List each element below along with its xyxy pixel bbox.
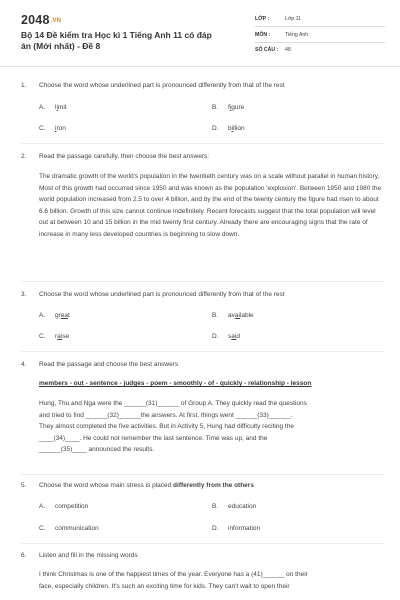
option-letter: D. bbox=[212, 125, 219, 132]
option-letter: C. bbox=[39, 333, 46, 340]
site-logo[interactable] bbox=[21, 13, 61, 27]
cloze-line: ______(35)____ announced the results. bbox=[39, 446, 155, 454]
option-letter: C. bbox=[39, 125, 46, 132]
question-number: 5. bbox=[21, 482, 27, 489]
document-title: Bộ 14 Đề kiểm tra Học kì 1 Tiếng Anh 11 có đáp án (Mới nhất) - Đề 8 bbox=[21, 30, 212, 51]
question-prompt: Choose the word whose underlined part is pronounced differently from that of the rest bbox=[39, 82, 285, 89]
cloze-line: face, especially children. It's such an exciting time for kids. They can't wait to open their bbox=[39, 582, 290, 590]
cloze-line: and tried to find ______(32)______the answers. At first, things went ______(33)______. bbox=[39, 411, 293, 419]
passage-text: The dramatic growth of the world's population in the twentieth century was on a scale without parallel in human history. Most of this growth had occurred since 1950 and was known as the population 'explosion'. Between 1950 and 1980 the world population increased from 2.5 to over 4 billion, and by the end of the twenty century the figure had risen to about 6.6 billion. Growth of this size cannot continue indefinitely. Recent forecasts suggest that the total population will level out at between 10 and 15 billion in the mid twenty first century. Already there are encouraging signs that the rate of increase in many less developed countries is beginning to slow down. bbox=[39, 173, 382, 238]
question-prompt: Read the passage and choose the best answers bbox=[39, 361, 179, 368]
meta-grade bbox=[255, 14, 385, 27]
option-letter: D. bbox=[212, 333, 219, 340]
question-separator bbox=[21, 281, 385, 282]
meta-divider bbox=[255, 42, 385, 43]
option-letter: B. bbox=[212, 503, 219, 510]
reading-passage bbox=[39, 171, 384, 241]
option-letter: B. bbox=[212, 104, 219, 111]
option-letter: C. bbox=[39, 525, 46, 532]
option-letter: A. bbox=[39, 104, 46, 111]
question-prompt: Read the passage carefully, then choose the best answers: bbox=[39, 153, 210, 160]
question-number: 6. bbox=[21, 552, 27, 559]
logo-main: 2048 bbox=[21, 13, 50, 27]
question-separator bbox=[21, 474, 385, 475]
cloze-line: ____(34)____. He could not remember the last sentence. Time was up, and the bbox=[39, 434, 268, 442]
question-separator bbox=[21, 543, 385, 544]
logo-suffix: .VN bbox=[50, 17, 62, 24]
question-prompt: Choose the word whose main stress is placed differently from the others bbox=[39, 482, 254, 489]
question-separator bbox=[21, 351, 385, 352]
option-d[interactable]: D. information bbox=[212, 525, 261, 532]
option-letter: A. bbox=[39, 503, 46, 510]
cloze-passage bbox=[39, 398, 384, 456]
question-number: 2. bbox=[21, 153, 27, 160]
meta-count-label: SỐ CÂU : bbox=[255, 47, 279, 53]
document-header bbox=[0, 0, 400, 66]
question-number: 1. bbox=[21, 82, 27, 89]
option-letter: D. bbox=[212, 525, 219, 532]
header-divider bbox=[0, 66, 400, 67]
option-a[interactable]: A. limit bbox=[39, 104, 67, 111]
option-b[interactable]: B. figure bbox=[212, 104, 245, 111]
meta-grade-value: Lớp 11 bbox=[285, 16, 301, 22]
option-letter: B. bbox=[212, 312, 219, 319]
option-a[interactable]: A. competition bbox=[39, 503, 89, 510]
word-bank: members - out - sentence - judges - poem - smoothly - of - quickly - relationship - lesson bbox=[39, 380, 312, 387]
cloze-line: Hung, Thu and Nga were the ______(31)______ of Group A. They quickly read the questions bbox=[39, 400, 307, 407]
option-c[interactable]: C. raise bbox=[39, 333, 70, 340]
question-number: 4. bbox=[21, 361, 27, 368]
option-letter: A. bbox=[39, 312, 46, 319]
meta-subject-value: Tiếng Anh bbox=[285, 32, 309, 38]
question-number: 3. bbox=[21, 291, 27, 298]
meta-divider bbox=[255, 26, 385, 27]
option-c[interactable]: C. iron bbox=[39, 125, 66, 132]
option-c[interactable]: C. communication bbox=[39, 525, 99, 532]
meta-count-value: 48 bbox=[285, 47, 291, 53]
meta-subject-label: MÔN : bbox=[255, 32, 271, 38]
option-b[interactable]: B. available bbox=[212, 312, 254, 319]
cloze-line: I think Christmas is one of the happiest times of the year. Everyone has a (41)______ on their bbox=[39, 571, 308, 578]
cloze-passage bbox=[39, 569, 384, 592]
option-b[interactable]: B. education bbox=[212, 503, 257, 510]
option-d[interactable]: D. billion bbox=[212, 125, 245, 132]
option-a[interactable]: A. great bbox=[39, 312, 70, 319]
question-prompt: Choose the word whose underlined part is pronounced differently from that of the rest bbox=[39, 291, 285, 298]
question-separator bbox=[21, 143, 385, 144]
meta-grade-label: LỚP : bbox=[255, 16, 270, 22]
meta-subject bbox=[255, 30, 385, 43]
question-prompt: Listen and fill in the missing words bbox=[39, 552, 138, 559]
cloze-line: They almost completed the five activities. But in Activity 5, Hung had difficulty reciting the bbox=[39, 423, 294, 431]
option-d[interactable]: D. said bbox=[212, 333, 240, 340]
meta-count bbox=[255, 45, 385, 58]
